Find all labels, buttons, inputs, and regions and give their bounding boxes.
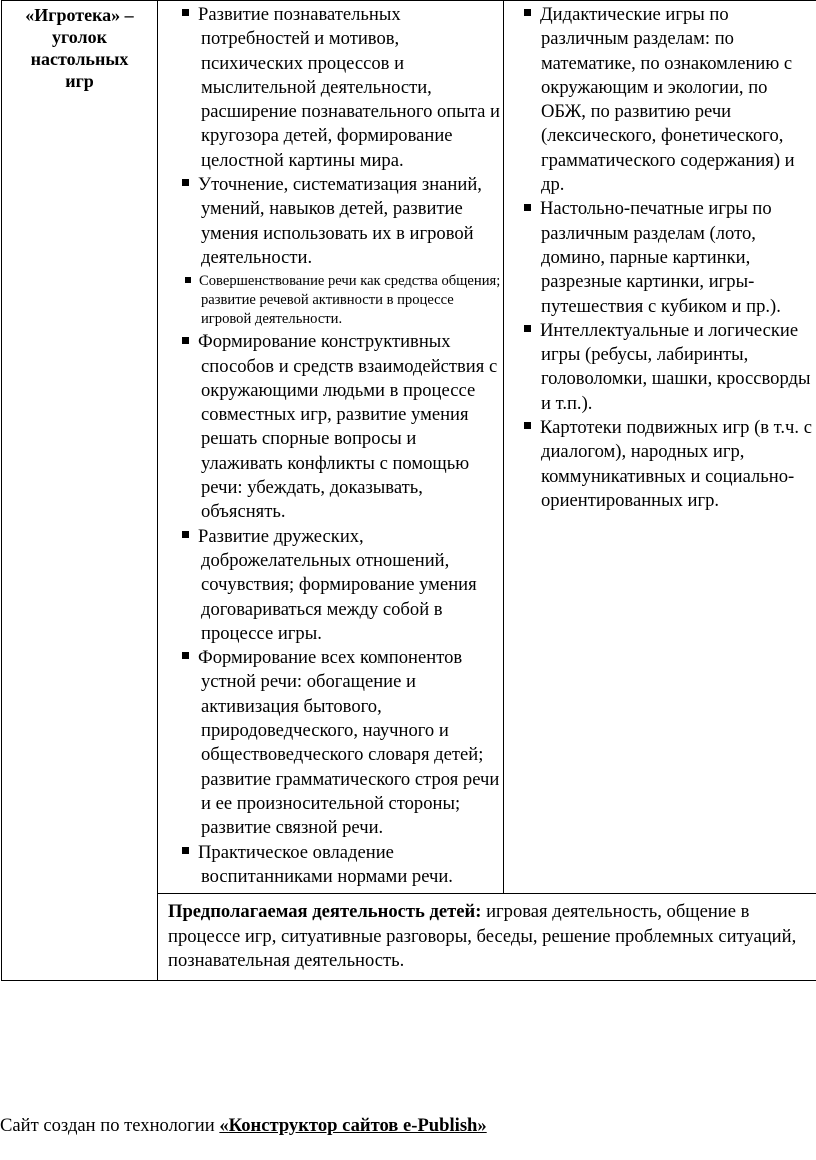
list-item: Формирование конструктивных способов и средств взаимодействия с окружающими людьми в процессе совместных игр, развитие умения решать спорные вопросы и улаживать конфликты с помощью речи: убеждать, доказывать, объяснять. bbox=[163, 330, 501, 524]
bullet-icon bbox=[182, 847, 189, 854]
footer bbox=[0, 1115, 487, 1137]
list-item: Формирование всех компонентов устной речи: обогащение и активизация бытового, природоведческого, научного и обществоведческого словаря детей; развитие грамматического строя речи и ее произносительной стороны; развитие связной речи. bbox=[163, 646, 501, 840]
section-title-line: уголок bbox=[52, 27, 107, 47]
bullet-icon bbox=[182, 179, 189, 186]
section-title-line: игр bbox=[65, 71, 94, 91]
section-title-line: «Игротека» – bbox=[25, 5, 134, 25]
bullet-icon bbox=[524, 422, 531, 429]
summary-label: Предполагаемая деятельность детей: bbox=[168, 901, 482, 923]
bullet-icon bbox=[182, 652, 189, 659]
list-item: Развитие познавательных потребностей и мотивов, психических процессов и мыслительной деятельности, расширение познавательного опыта и кругозора детей, формирование целостной картины мира. bbox=[163, 3, 501, 173]
list-item: Дидактические игры по различным разделам: по математике, по ознакомлению с окружающим и экологии, по ОБЖ, по развитию речи (лексического, фонетического, грамматического содержания) и др. bbox=[509, 3, 816, 197]
bullet-icon bbox=[185, 277, 191, 283]
bullet-icon bbox=[182, 531, 189, 538]
section-title-line: настольных bbox=[30, 49, 129, 69]
summary-text: игровая деятельность, общение в процессе игр, ситуативные разговоры, беседы, решение проблемных ситуаций, познавательная деятельность. bbox=[168, 901, 797, 972]
footer-text: Сайт создан по технологии bbox=[0, 1115, 220, 1136]
table-row bbox=[2, 1, 816, 894]
tasks-list bbox=[158, 1, 503, 893]
materials-list bbox=[504, 1, 816, 517]
materials-cell bbox=[504, 1, 816, 894]
content-table bbox=[1, 0, 816, 981]
bullet-icon bbox=[182, 337, 189, 344]
bullet-icon bbox=[524, 9, 531, 16]
list-item: Развитие дружеских, доброжелательных отношений, сочувствия; формирование умения договариваться между собой в процессе игры. bbox=[163, 525, 501, 646]
list-item: Картотеки подвижных игр (в т.ч. с диалогом), народных игр, коммуникативных и социально-ориентированных игр. bbox=[509, 416, 816, 513]
list-item: Уточнение, систематизация знаний, умений, навыков детей, развитие умения использовать их в игровой деятельности. bbox=[163, 173, 501, 270]
footer-link[interactable]: «Конструктор сайтов e-Publish» bbox=[219, 1115, 487, 1136]
bullet-icon bbox=[524, 204, 531, 211]
bullet-icon bbox=[182, 9, 189, 16]
tasks-cell bbox=[158, 1, 504, 894]
section-title-cell bbox=[2, 1, 158, 981]
summary-cell bbox=[158, 894, 816, 981]
list-item: Совершенствование речи как средства общения; развитие речевой активности в процессе игровой деятельности. bbox=[163, 272, 501, 329]
list-item: Интеллектуальные и логические игры (ребусы, лабиринты, головоломки, шашки, кроссворды и т.п.). bbox=[509, 319, 816, 416]
list-item: Настольно-печатные игры по различным разделам (лото, домино, парные картинки, разрезные картинки, игры-путешествия с кубиком и пр.). bbox=[509, 197, 816, 318]
list-item: Практическое овладение воспитанниками нормами речи. bbox=[163, 841, 501, 890]
bullet-icon bbox=[524, 325, 531, 332]
